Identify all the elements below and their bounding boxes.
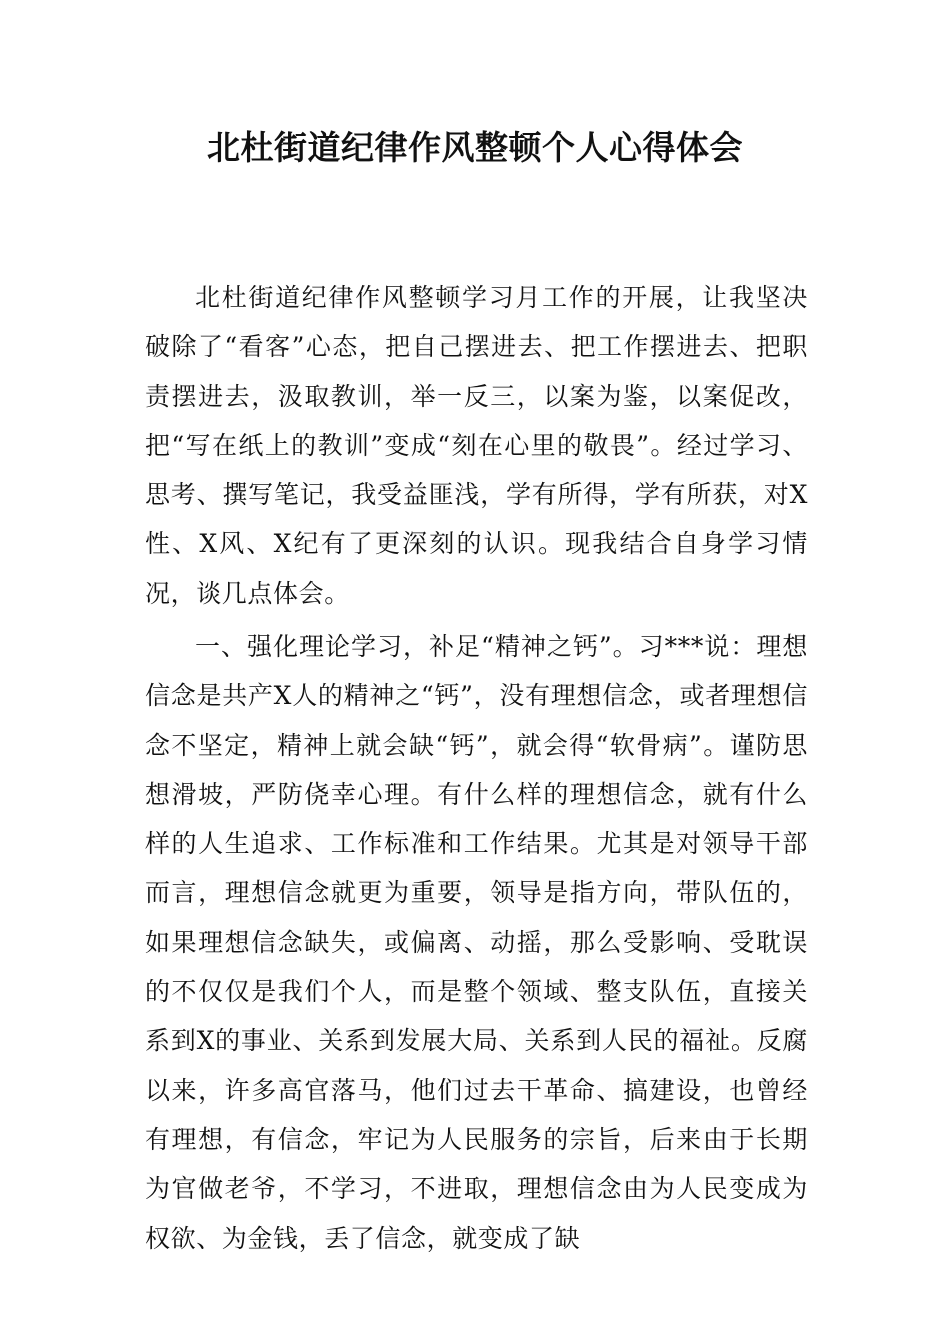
paragraph-section-one: 一、强化理论学习，补足“精神之钙”。习***说：理想信念是共产X人的精神之“钙”，没有理想信念，或者理想信念不坚定，精神上就会缺“钙”，就会得“软骨病”。谨防思想滑坡，严防侥幸心理。有什么样的理想信念，就有什么样的人生追求、工作标准和工作结果。尤其是对领导干部而言，理想信念就更为重要，领导是指方向，带队伍的，如果理想信念缺失，或偏离、动摇，那么受影响、受耽误的不仅仅是我们个人，而是整个领域、整支队伍，直接关系到X的事业、关系到发展大局、关系到人民的福祉。反腐以来，许多高官落马，他们过去干革命、搞建设，也曾经有理想，有信念，牢记为人民服务的宗旨，后来由于长期为官做老爷，不学习，不进取，理想信念由为人民变成为权欲、为金钱，丢了信念，就变成了缺 (145, 632, 808, 1253)
paragraph-intro: 北杜街道纪律作风整顿学习月工作的开展，让我坚决破除了“看客”心态，把自己摆进去、把工作摆进去、把职责摆进去，汲取教训，举一反三，以案为鉴，以案促改，把“写在纸上的教训”变成“刻在心里的敬畏”。经过学习、思考、撰写笔记，我受益匪浅，学有所得，学有所获，对X性、X风、X纪有了更深刻的认识。现我结合自身学习情况，谈几点体会。 (145, 283, 808, 608)
document-title: 北杜街道纪律作风整顿个人心得体会 (207, 128, 743, 167)
